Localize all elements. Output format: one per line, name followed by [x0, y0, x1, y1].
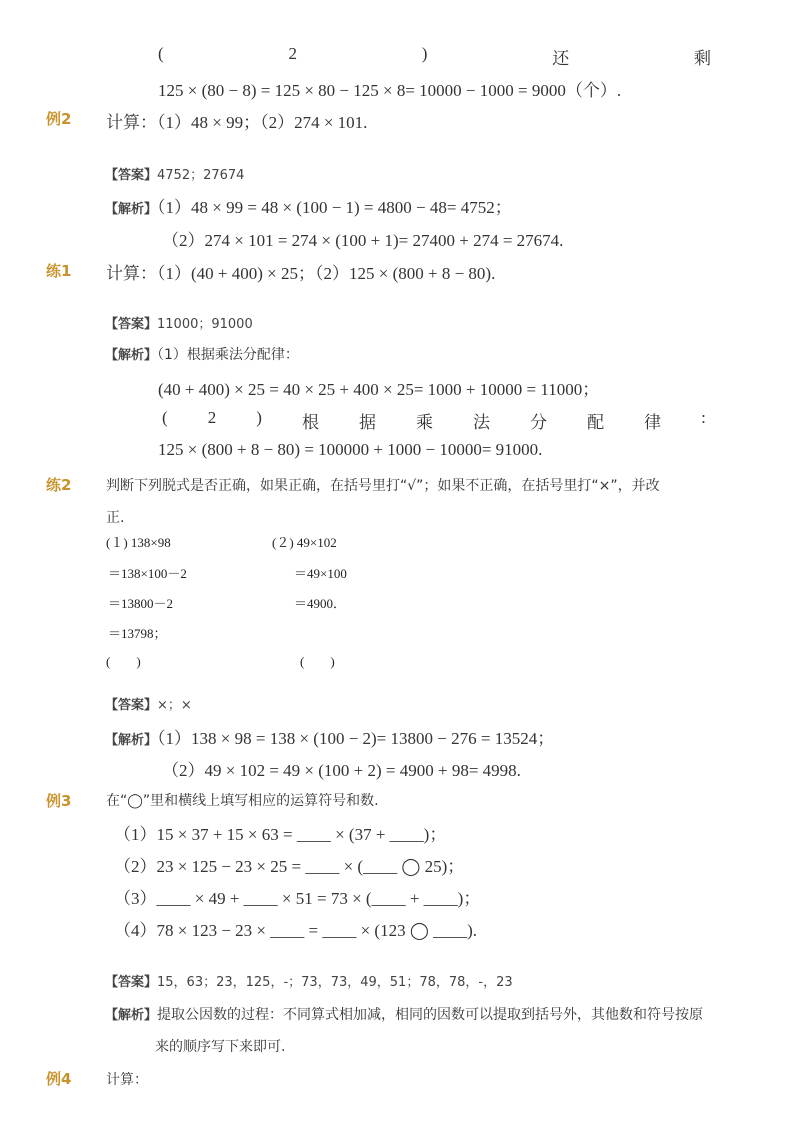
top-spread-char: 2: [288, 44, 297, 63]
practice-1-analysis-2: (40 + 400) × 25 = 40 × 25 + 400 × 25= 1000 + 10000 = 11000；: [158, 380, 600, 399]
example-2-tag: 例2: [46, 110, 72, 128]
practice-2-tag: 练2: [46, 476, 72, 494]
example-2-answer: [105, 164, 244, 183]
example-3-item: （3）____ × 49 + ____ × 51 = 73 × (____ + ____)；: [114, 889, 481, 908]
example-3-answer: [105, 971, 513, 990]
practice-2-col1-line: ＝138×100－2: [108, 566, 187, 581]
top-spread-line: [158, 44, 711, 69]
spread-char: 据: [358, 413, 376, 432]
top-spread-char: (: [158, 44, 164, 63]
practice-2-col1-line: (１) 138×98: [106, 535, 171, 550]
practice-2-col2-line: (２) 49×102: [272, 535, 337, 550]
answer-text: 15，63；23，125，-；73，73，49，51；78，78，-，23: [157, 975, 513, 990]
practice-1-analysis-4: 125 × (800 + 8 − 80) = 100000 + 1000 − 10000= 91000.: [158, 440, 543, 459]
example-3-analysis-1: [105, 1004, 703, 1024]
example-4-tag: 例4: [46, 1070, 72, 1088]
practice-2-col1-line: ＝13800－2: [108, 596, 174, 611]
practice-2-question-2: 正.: [106, 510, 125, 526]
top-spread-char: 剩: [693, 49, 711, 68]
practice-1-answer: [105, 313, 253, 332]
example-3-tag: 例3: [46, 792, 72, 810]
spread-char: 分: [530, 413, 548, 432]
example-2-analysis-2: （2）274 × 101 = 274 × (100 + 1)= 27400 + 274 = 27674.: [162, 231, 564, 250]
analysis-label: 【解析】: [105, 348, 158, 363]
analysis-text: 提取公因数的过程：不同算式相加减，相同的因数可以提取到括号外，其他数和符号按原: [157, 1007, 704, 1023]
practice-2-col2-bracket[interactable]: ( ): [300, 654, 335, 669]
answer-label: 【答案】: [105, 317, 158, 332]
analysis-text: （1）根据乘法分配律：: [157, 347, 299, 363]
spread-char: :: [701, 408, 706, 427]
answer-text: 4752；27674: [157, 168, 245, 183]
example-2-question: 计算：（1）48 × 99；（2）274 × 101.: [106, 113, 368, 132]
practice-2-col1-bracket[interactable]: ( ): [106, 654, 141, 669]
answer-text: 11000；91000: [157, 317, 253, 332]
practice-1-analysis-1: [105, 344, 299, 364]
practice-1-question: 计算：（1）(40 + 400) × 25；（2）125 × (800 + 8 − 80).: [106, 264, 496, 283]
spread-char: 律: [644, 413, 662, 432]
spread-char: 法: [473, 413, 491, 432]
analysis-label: 【解析】: [105, 733, 158, 748]
spread-char: (: [162, 408, 168, 427]
practice-2-analysis-1: [105, 724, 554, 749]
practice-2-analysis-2: （2）49 × 102 = 49 × (100 + 2) = 4900 + 98= 4998.: [162, 761, 521, 780]
practice-2-col1-line: ＝13798；: [108, 626, 167, 641]
answer-label: 【答案】: [105, 698, 158, 713]
example-4-question: 计算：: [106, 1072, 148, 1088]
top-math-line: 125 × (80 − 8) = 125 × 80 − 125 × 8= 10000 − 1000 = 9000（个）.: [158, 81, 622, 100]
spread-char: 配: [587, 413, 605, 432]
analysis-text: （1）138 × 98 = 138 × (100 − 2)= 13800 − 276 = 13524；: [157, 729, 555, 748]
example-3-question: 在“◯”里和横线上填写相应的运算符号和数.: [106, 793, 379, 809]
practice-2-answer: [105, 694, 192, 713]
top-spread-char: 还: [552, 49, 570, 68]
spread-char: ): [256, 408, 262, 427]
spread-char: 乘: [416, 413, 433, 432]
example-2-analysis-1: [105, 193, 512, 218]
analysis-text: （1）48 × 99 = 48 × (100 − 1) = 4800 − 48= 4752；: [157, 198, 512, 217]
analysis-label: 【解析】: [105, 202, 158, 217]
example-3-item: （4）78 × 123 − 23 × ____ = ____ × (123 ◯ ____).: [114, 921, 478, 940]
practice-2-col2-line: ＝49×100: [294, 566, 347, 581]
example-3-item: （1）15 × 37 + 15 × 63 = ____ × (37 + ____)；: [114, 825, 447, 844]
analysis-label: 【解析】: [105, 1008, 158, 1023]
practice-1-spread-line: [162, 408, 706, 433]
practice-2-question-1: 判断下列脱式是否正确，如果正确，在括号里打“√”；如果不正确，在括号里打“×”，并改: [106, 478, 660, 494]
example-3-item: （2）23 × 125 − 23 × 25 = ____ × (____ ◯ 25)；: [114, 857, 465, 876]
answer-label: 【答案】: [105, 975, 158, 990]
answer-label: 【答案】: [105, 168, 158, 183]
top-spread-char: ): [421, 44, 428, 63]
practice-1-tag: 练1: [46, 262, 72, 280]
answer-text: ×；×: [157, 698, 192, 713]
spread-char: 根: [301, 413, 319, 432]
spread-char: 2: [207, 408, 217, 427]
practice-2-col2-line: ＝4900．: [294, 596, 347, 611]
example-3-analysis-2: 来的顺序写下来即可.: [155, 1039, 286, 1055]
